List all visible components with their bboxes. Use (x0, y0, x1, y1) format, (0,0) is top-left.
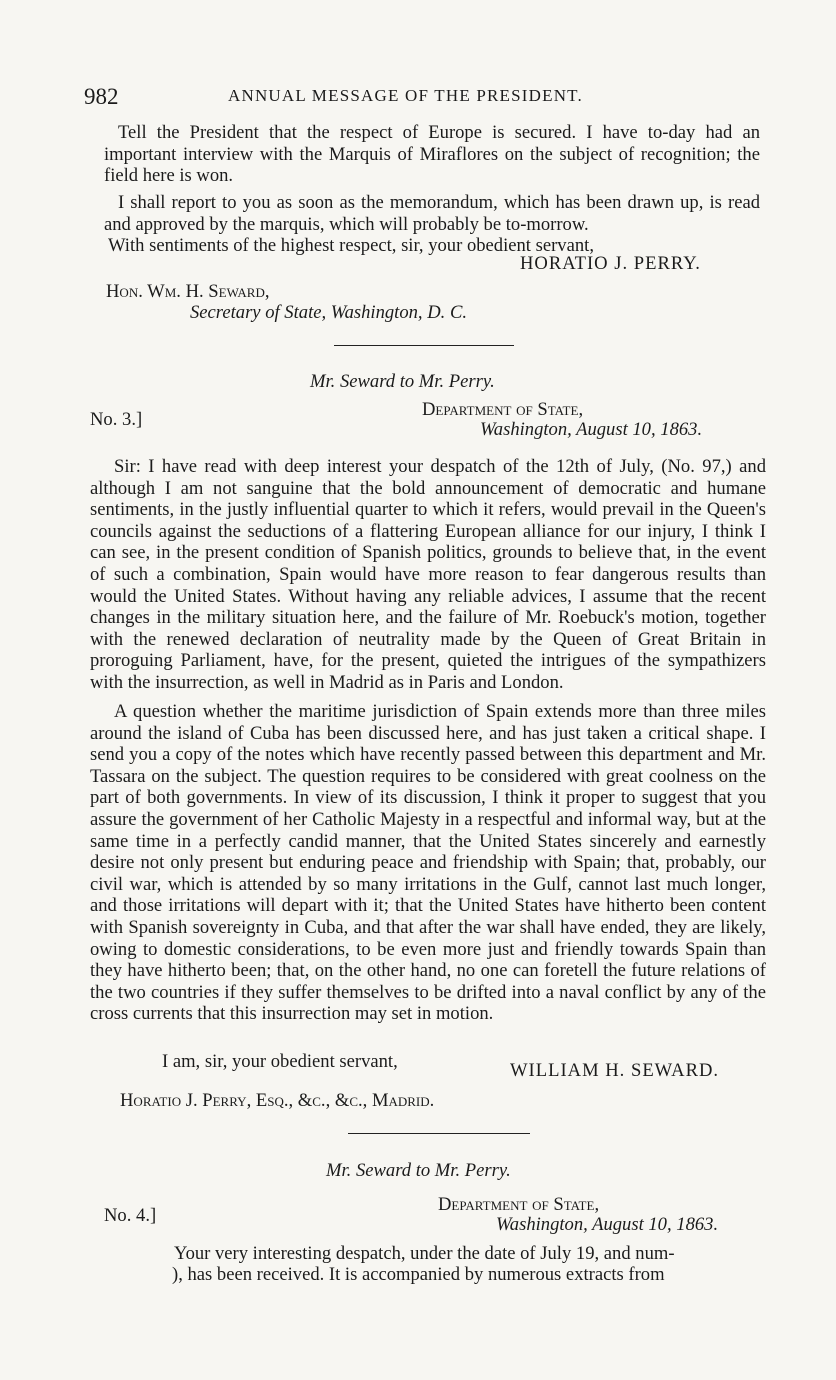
letter3-line-2: ), has been received. It is accompanied by numerous extracts from (172, 1264, 665, 1285)
section-divider-2 (348, 1133, 530, 1134)
letter1-paragraph-2: I shall report to you as soon as the memorandum, which has been drawn up, is read and approved by the marquis, which will probably be to-morrow. (104, 192, 760, 235)
letter2-paragraph-1: Sir: I have read with deep interest your despatch of the 12th of July, (No. 97,) and although I am not sanguine that the bold announcement of democratic and humane sentiments, in the justly influential quarter to which it refers, would prevail in the Queen's councils against the seductions of a flattering European alliance for our injury, I think I can see, in the present condition of Spanish politics, grounds to believe that, in the event of such a combination, Spain would have more reason to fear dangerous results than would the United States. Without having any reliable advices, I assume that the recent changes in the military situation here, and the failure of Mr. Roebuck's motion, together with the renewed declaration of neutrality made by the Queen of Great Britain in proroguing Parliament, have, for the present, quieted the intrigues of the sympathizers with the insurrection, as well in Madrid as in Paris and London. (90, 456, 766, 693)
page-number: 982 (84, 84, 119, 109)
letter1-addressee-title: Secretary of State, Washington, D. C. (190, 302, 467, 323)
letter1-addressee-name: Hon. Wm. H. Seward, (106, 281, 270, 302)
letter2-number: No. 3.] (90, 409, 143, 430)
letter2-signature: WILLIAM H. SEWARD. (510, 1060, 720, 1081)
letter2-heading: Mr. Seward to Mr. Perry. (310, 371, 495, 392)
section-divider-1 (334, 345, 514, 346)
letter3-department: Department of State, (438, 1194, 600, 1215)
letter1-signature: HORATIO J. PERRY. (520, 253, 701, 274)
letter2-place-date: Washington, August 10, 1863. (480, 419, 703, 440)
letter3-line-1: Your very interesting despatch, under the date of July 19, and num- (174, 1243, 675, 1264)
running-title: ANNUAL MESSAGE OF THE PRESIDENT. (228, 86, 583, 105)
letter1-closing: With sentiments of the highest respect, sir, your obedient servant, (108, 235, 594, 256)
letter2-addressee: Horatio J. Perry, Esq., &c., &c., Madrid. (120, 1090, 435, 1111)
letter2-paragraph-2: A question whether the maritime jurisdiction of Spain extends more than three miles around the island of Cuba has been discussed here, and has just taken a critical shape. I send you a copy of the notes which have recently passed between this department and Mr. Tassara on the subject. The question requires to be considered with great coolness on the part of both governments. In view of its discussion, I think it proper to suggest that you assure the government of her Catholic Majesty in a respectful and informal way, but at the same time in a perfectly candid manner, that the United States sincerely and earnestly desire not only present but enduring peace and friendship with Spain; that, probably, our civil war, which is attended by so many irritations in the Gulf, cannot last much longer, and those irritations will depart with it; that the United States have hitherto been content with Spanish sovereignty in Cuba, and that after the war shall have ended, they are likely, owing to domestic considerations, to be even more just and friendly towards Spain than they have hitherto been; that, on the other hand, no one can foretell the future relations of the two countries if they suffer themselves to be drifted into a naval conflict by any of the cross currents that this insurrection may set in motion. (90, 701, 766, 1025)
letter1-paragraph-1: Tell the President that the respect of Europe is secured. I have to-day had an important interview with the Marquis of Miraflores on the subject of recognition; the field here is won. (104, 122, 760, 187)
letter2-department: Department of State, (422, 399, 584, 420)
letter2-closing: I am, sir, your obedient servant, (162, 1051, 398, 1072)
letter3-heading: Mr. Seward to Mr. Perry. (326, 1160, 511, 1181)
page-header (84, 84, 764, 114)
letter3-place-date: Washington, August 10, 1863. (496, 1214, 719, 1235)
letter3-number: No. 4.] (104, 1205, 157, 1226)
